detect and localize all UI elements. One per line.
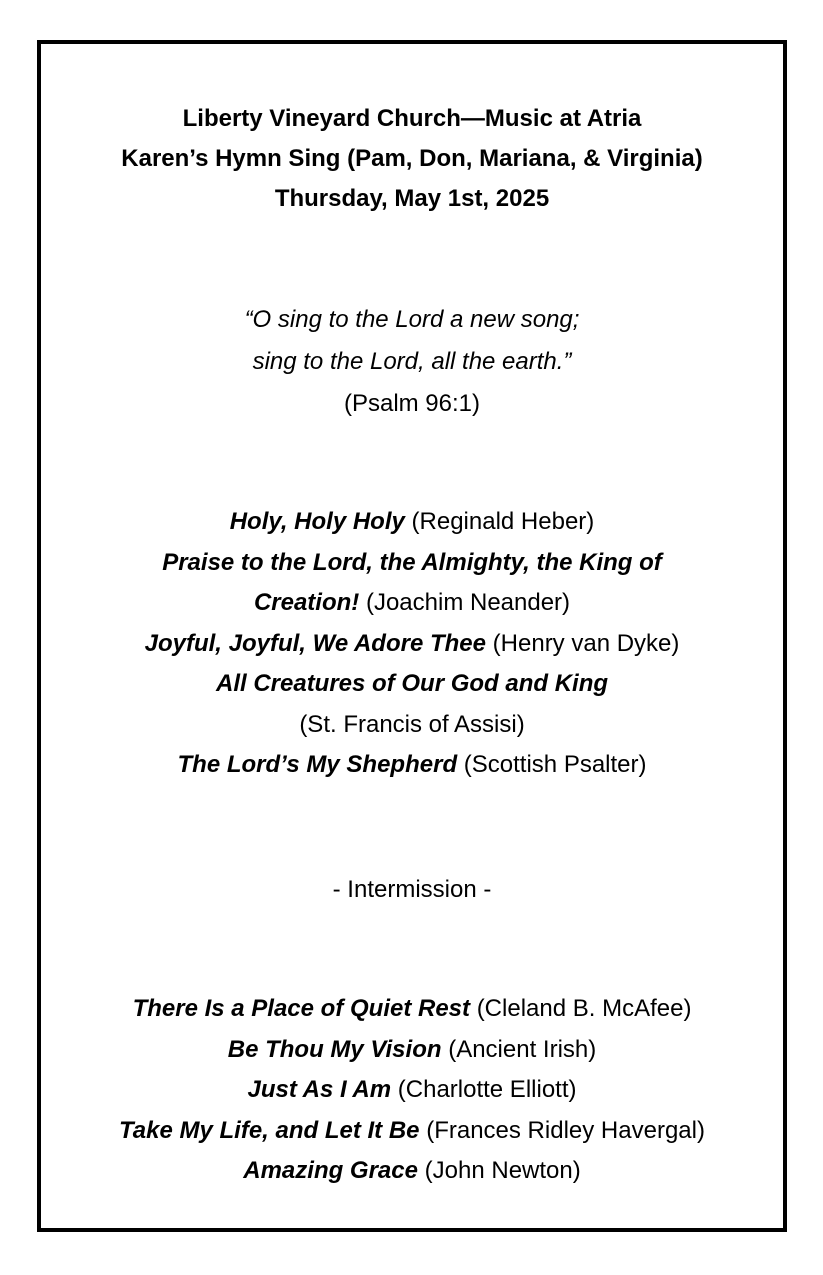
hymn-set-2 <box>41 989 783 1192</box>
program-header <box>41 99 783 219</box>
hymn-author: (Scottish Psalter) <box>463 751 647 778</box>
program-border <box>37 40 787 1232</box>
intermission-label: - Intermission - <box>332 876 492 903</box>
hymn-title: Be Thou My Vision <box>227 1035 442 1063</box>
event-date: Thursday, May 1st, 2025 <box>274 185 550 212</box>
hymn-author: (Joachim Neander) <box>365 589 571 616</box>
hymn-item <box>41 502 783 543</box>
hymn-title: The Lord’s My Shepherd <box>177 751 458 778</box>
hymn-title: Just As I Am <box>247 1076 392 1103</box>
hymn-item <box>41 1151 783 1192</box>
verse-line-1: “O sing to the Lord a new song; <box>244 306 580 333</box>
church-title: Liberty Vineyard Church—Music at Atria <box>182 105 642 132</box>
hymn-title: Praise to the Lord, the Almighty, the King of <box>162 548 662 576</box>
hymn-set-1 <box>41 502 783 786</box>
verse-reference: (Psalm 96:1) <box>343 390 481 417</box>
hymn-item <box>41 624 783 665</box>
hymn-title: All Creatures of Our God and King <box>215 670 609 697</box>
hymn-author: (John Newton) <box>424 1157 581 1184</box>
hymn-title: Holy, Holy Holy <box>229 508 405 535</box>
verse-line-2: sing to the Lord, all the earth.” <box>252 348 572 375</box>
hymn-title: Take My Life, and Let It Be <box>119 1116 420 1144</box>
hymn-item <box>41 543 783 584</box>
hymn-item-continued <box>41 705 783 746</box>
hymn-item <box>41 1030 783 1071</box>
hymn-author: (Charlotte Elliott) <box>397 1076 577 1103</box>
hymn-item <box>41 745 783 786</box>
hymn-title: Joyful, Joyful, We Adore Thee <box>144 629 486 657</box>
hymn-author: (St. Francis of Assisi) <box>299 710 525 738</box>
hymn-author: (Henry van Dyke) <box>492 629 680 657</box>
event-title: Karen’s Hymn Sing (Pam, Don, Mariana, & Virginia) <box>121 145 703 172</box>
hymn-item <box>41 1111 783 1152</box>
hymn-author: (Cleland B. McAfee) <box>476 995 692 1022</box>
hymn-item <box>41 989 783 1030</box>
hymn-author: (Reginald Heber) <box>411 508 595 535</box>
hymn-title: Amazing Grace <box>243 1157 418 1184</box>
hymn-item <box>41 1070 783 1111</box>
scripture-quote <box>41 299 783 425</box>
hymn-title: Creation! <box>253 589 360 616</box>
hymn-title: There Is a Place of Quiet Rest <box>132 995 471 1022</box>
hymn-item <box>41 664 783 705</box>
hymn-author: (Ancient Irish) <box>448 1035 597 1063</box>
hymn-author: (Frances Ridley Havergal) <box>426 1116 705 1144</box>
hymn-item-continued <box>41 583 783 624</box>
